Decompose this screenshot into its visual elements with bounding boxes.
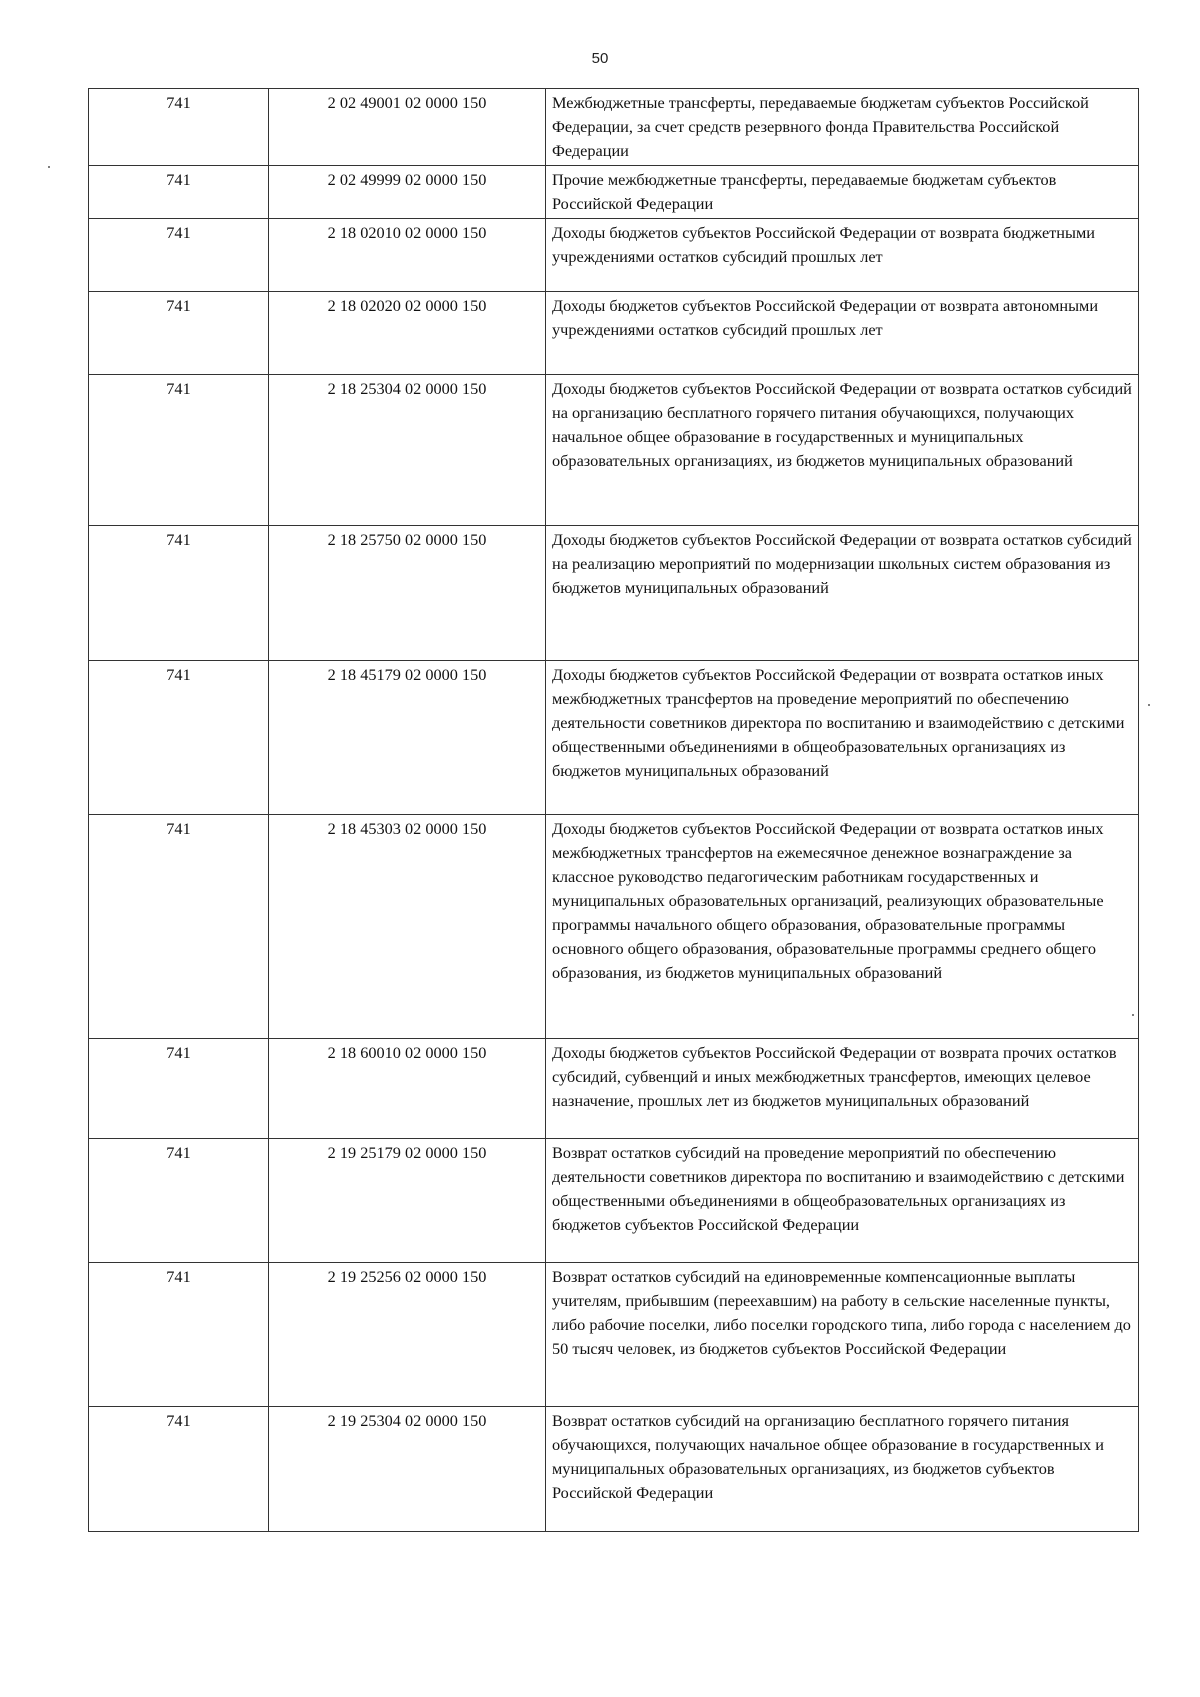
table-row <box>89 1039 1139 1139</box>
description-cell: Возврат остатков субсидий на единовременные компенсационные выплаты учителям, прибывшим (переехавшим) на работу в сельские населенные пункты, либо рабочие поселки, либо поселки городского типа, либо города с населением до 50 тысяч человек, из бюджетов субъектов Российской Федерации <box>546 1263 1139 1407</box>
budget-code-cell: 2 18 60010 02 0000 150 <box>269 1039 546 1139</box>
page-number: 50 <box>591 50 609 67</box>
budget-code-cell: 2 02 49999 02 0000 150 <box>269 166 546 219</box>
description-cell: Прочие межбюджетные трансферты, передаваемые бюджетам субъектов Российской Федерации <box>546 166 1139 219</box>
budget-code-cell: 2 02 49001 02 0000 150 <box>269 89 546 166</box>
admin-code-cell: 741 <box>89 166 269 219</box>
description-cell: Доходы бюджетов субъектов Российской Федерации от возврата автономными учреждениями остатков субсидий прошлых лет <box>546 292 1139 375</box>
description-cell: Доходы бюджетов субъектов Российской Федерации от возврата остатков иных межбюджетных трансфертов на проведение мероприятий по обеспечению деятельности советников директора по воспитанию и взаимодействию с детскими общественными объединениями в общеобразовательных организациях из бюджетов муниципальных образований <box>546 661 1139 815</box>
admin-code-cell: 741 <box>89 1263 269 1407</box>
table-row <box>89 815 1139 1039</box>
description-cell: Доходы бюджетов субъектов Российской Федерации от возврата остатков субсидий на реализацию мероприятий по модернизации школьных систем образования из бюджетов муниципальных образований <box>546 526 1139 661</box>
description-cell: Доходы бюджетов субъектов Российской Федерации от возврата остатков иных межбюджетных трансфертов на ежемесячное денежное вознаграждение за классное руководство педагогическим работникам государственных и муниципальных образовательных организаций, реализующих образовательные программы начального общего образования, образовательные программы основного общего образования, образовательные программы среднего общего образования, из бюджетов муниципальных образований <box>546 815 1139 1039</box>
budget-code-cell: 2 19 25304 02 0000 150 <box>269 1407 546 1532</box>
table-row <box>89 375 1139 526</box>
table-row <box>89 166 1139 219</box>
admin-code-cell: 741 <box>89 292 269 375</box>
admin-code-cell: 741 <box>89 1039 269 1139</box>
description-cell: Возврат остатков субсидий на организацию бесплатного горячего питания обучающихся, получающих начальное общее образование в государственных и муниципальных образовательных организациях, из бюджетов субъектов Российской Федерации <box>546 1407 1139 1532</box>
admin-code-cell: 741 <box>89 1407 269 1532</box>
budget-code-cell: 2 18 25750 02 0000 150 <box>269 526 546 661</box>
table-row <box>89 1139 1139 1263</box>
table-row <box>89 1263 1139 1407</box>
table-row <box>89 292 1139 375</box>
budget-code-cell: 2 18 45179 02 0000 150 <box>269 661 546 815</box>
table-row <box>89 1407 1139 1532</box>
scan-speck <box>1148 704 1150 706</box>
admin-code-cell: 741 <box>89 526 269 661</box>
scan-speck <box>1132 1014 1134 1016</box>
admin-code-cell: 741 <box>89 375 269 526</box>
description-cell: Доходы бюджетов субъектов Российской Федерации от возврата прочих остатков субсидий, субвенций и иных межбюджетных трансфертов, имеющих целевое назначение, прошлых лет из бюджетов муниципальных образований <box>546 1039 1139 1139</box>
table-row <box>89 526 1139 661</box>
table-row <box>89 89 1139 166</box>
table-row <box>89 219 1139 292</box>
budget-code-cell: 2 19 25179 02 0000 150 <box>269 1139 546 1263</box>
description-cell: Возврат остатков субсидий на проведение мероприятий по обеспечению деятельности советников директора по воспитанию и взаимодействию с детскими общественными объединениями в общеобразовательных организациях из бюджетов субъектов Российской Федерации <box>546 1139 1139 1263</box>
description-cell: Доходы бюджетов субъектов Российской Федерации от возврата бюджетными учреждениями остатков субсидий прошлых лет <box>546 219 1139 292</box>
description-cell: Межбюджетные трансферты, передаваемые бюджетам субъектов Российской Федерации, за счет средств резервного фонда Правительства Российской Федерации <box>546 89 1139 166</box>
description-cell: Доходы бюджетов субъектов Российской Федерации от возврата остатков субсидий на организацию бесплатного горячего питания обучающихся, получающих начальное общее образование в государственных и муниципальных образовательных организациях, из бюджетов муниципальных образований <box>546 375 1139 526</box>
budget-code-cell: 2 18 25304 02 0000 150 <box>269 375 546 526</box>
admin-code-cell: 741 <box>89 219 269 292</box>
budget-codes-table <box>88 88 1139 1532</box>
admin-code-cell: 741 <box>89 89 269 166</box>
table-row <box>89 661 1139 815</box>
admin-code-cell: 741 <box>89 1139 269 1263</box>
budget-code-cell: 2 18 02010 02 0000 150 <box>269 219 546 292</box>
budget-code-cell: 2 18 45303 02 0000 150 <box>269 815 546 1039</box>
budget-code-cell: 2 18 02020 02 0000 150 <box>269 292 546 375</box>
budget-code-cell: 2 19 25256 02 0000 150 <box>269 1263 546 1407</box>
admin-code-cell: 741 <box>89 661 269 815</box>
scan-speck <box>48 166 50 168</box>
admin-code-cell: 741 <box>89 815 269 1039</box>
